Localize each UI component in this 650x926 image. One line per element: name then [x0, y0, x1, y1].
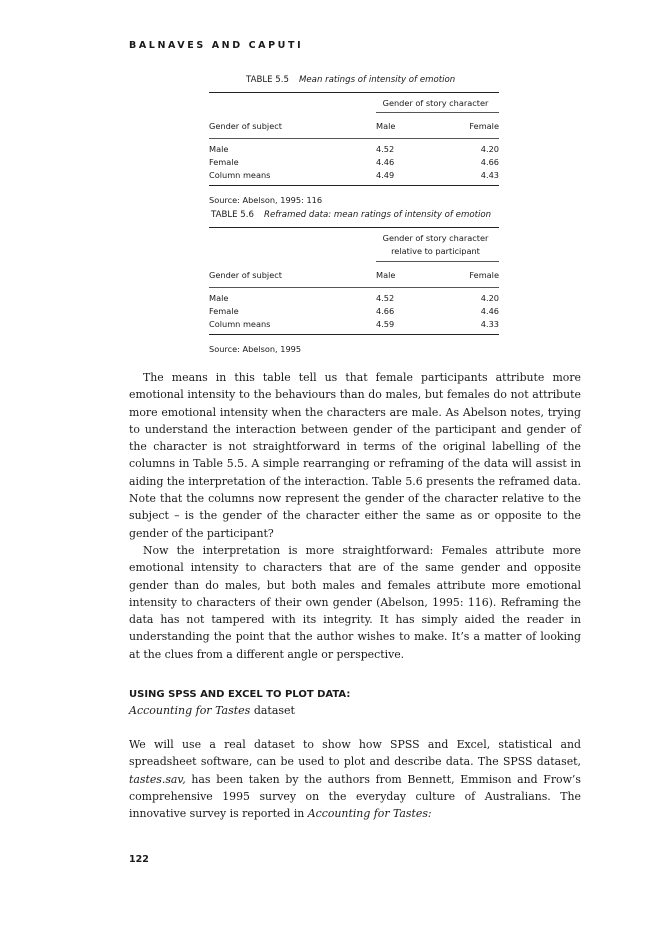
table-row — [209, 292, 499, 305]
cell: 4.66 — [376, 306, 395, 316]
section-heading: USING SPSS AND EXCEL TO PLOT DATA: — [129, 689, 351, 700]
subheading-rest: dataset — [250, 704, 295, 717]
table-source: Source: Abelson, 1995 — [209, 344, 302, 354]
cell: Column means — [209, 319, 271, 329]
table-row — [209, 156, 499, 169]
column-header: Female — [469, 270, 499, 280]
table-number: TABLE 5.6 — [211, 210, 254, 220]
book-title: Accounting for Tastes: — [307, 807, 432, 821]
table-row — [209, 318, 499, 331]
paragraph: The means in this table tell us that female participants attribute more emotional intensity to the behaviours than do males, but females do not attribute more emotional intensity when the characters are male. As Abelson notes, trying to understand the interaction between gender of the participant and gender of the character is not straightforward in terms of the original labelling of the columns in Table 5.5. A simple rearranging or reframing of the data will assist in aiding the interpretation of the interaction. Table 5.6 presents the reframed data. Note that the columns now represent the gender of the character relative to the subject – is the gender of the character either the same as or opposite to the gender of the participant? — [129, 371, 581, 540]
table-title: Mean ratings of intensity of emotion — [298, 75, 456, 85]
cell: 4.43 — [480, 170, 499, 180]
cell: Female — [209, 157, 239, 167]
column-group-header: Gender of story character — [382, 98, 489, 108]
cell: 4.49 — [376, 170, 395, 180]
header-row — [209, 120, 499, 133]
final-paragraph — [129, 736, 581, 822]
table-caption — [209, 74, 499, 88]
column-group-header: relative to participant — [391, 246, 480, 256]
table-5-6 — [209, 209, 499, 356]
table-caption — [209, 209, 499, 223]
subheading-italic: Accounting for Tastes — [129, 704, 251, 717]
cell: 4.46 — [480, 306, 499, 316]
header-row — [209, 269, 499, 282]
table-row — [209, 305, 499, 318]
dataset-filename: tastes.sav, — [129, 772, 186, 786]
text-run: We will use a real dataset to show how SPSS and Excel, statistical and spreadsheet software, can be used to plot and describe data. The SPSS dataset, — [129, 738, 581, 769]
cell: 4.66 — [480, 157, 499, 167]
column-header: Male — [376, 121, 396, 131]
cell: 4.59 — [376, 319, 395, 329]
column-header: Gender of subject — [209, 270, 282, 280]
table-row — [209, 143, 499, 156]
cell: 4.52 — [376, 144, 395, 154]
table-source: Source: Abelson, 1995: 116 — [209, 195, 323, 205]
cell: Column means — [209, 170, 271, 180]
cell: Female — [209, 306, 239, 316]
page-number: 122 — [129, 854, 149, 865]
section-subheading — [129, 704, 295, 717]
cell: 4.46 — [376, 157, 395, 167]
table-title: Reframed data: mean ratings of intensity of emotion — [263, 210, 492, 220]
text-run: has been taken by the authors from Bennett, Emmison and Frow’s comprehensive 1995 survey on the everyday culture of Australians. The innovative survey is reported in — [129, 772, 581, 821]
cell: 4.52 — [376, 293, 395, 303]
table-row — [209, 169, 499, 182]
column-group-header: Gender of story character — [382, 233, 489, 243]
column-header: Female — [469, 121, 499, 131]
column-header: Male — [376, 270, 396, 280]
table-5-5 — [209, 74, 499, 207]
cell: Male — [209, 293, 229, 303]
column-header: Gender of subject — [209, 121, 282, 131]
running-head: BALNAVES AND CAPUTI — [129, 40, 304, 51]
table-number: TABLE 5.5 — [246, 75, 289, 85]
paragraph: Now the interpretation is more straightforward: Females attribute more emotional intensity to characters that are of the same gender and opposite gender than do males, but both males and females attribute more emotional intensity to characters of their own gender (Abelson, 1995: 116). Reframing the data has not tampered with its integrity. It has simply aided the reader in understanding the point that the author wishes to make. It’s a matter of looking at the clues from a different angle or perspective. — [129, 543, 581, 661]
cell: 4.33 — [480, 319, 499, 329]
cell: 4.20 — [480, 293, 499, 303]
cell: 4.20 — [480, 144, 499, 154]
body-text — [129, 369, 581, 663]
cell: Male — [209, 144, 229, 154]
